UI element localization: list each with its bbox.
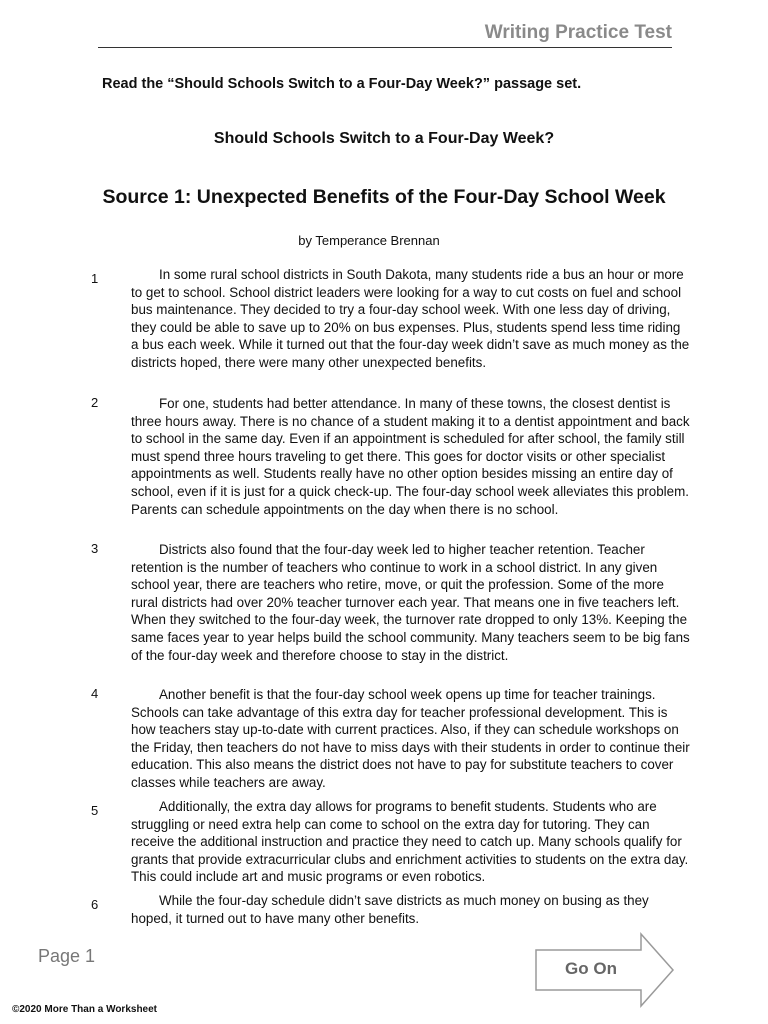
paragraph-text: For one, students had better attendance. In many of these towns, the closest dentist is three hours away. There is no chance of a student making it to a dentist appointment and back to school in the same day. Even if an appointment is scheduled for after school, the family still must spend three hours traveling to get there. This goes for doctor visits or other specialist appointments as well. Students really have no other option besides missing an entire day of school, even if it is just for a quick check-up. The four-day school week alleviates this problem. Parents can schedule appointments on the day when there is no school. [131, 396, 690, 517]
paragraph-text: Additionally, the extra day allows for programs to benefit students. Students who are struggling or need extra help can come to school on the extra day for tutoring. They can receive the additional instruction and practice they need to catch up. Many schools qualify for grants that provide extracurricular clubs and enrichment activities to students on the extra day. This could include art and music programs or even robotics. [131, 799, 689, 885]
header-rule [98, 47, 672, 48]
paragraph-number: 5 [91, 803, 99, 818]
copyright-notice: ©2020 More Than a Worksheet [12, 1004, 158, 1015]
go-on-button[interactable] [535, 932, 675, 1008]
header-title: Writing Practice Test [484, 22, 672, 43]
go-on-label: Go On [565, 959, 617, 978]
paragraph-number: 2 [91, 395, 99, 410]
paragraph-number: 1 [91, 271, 99, 286]
paragraph-text: In some rural school districts in South Dakota, many students ride a bus an hour or more to get to school. School district leaders were looking for a way to cut costs on fuel and school bus maintenance. They decided to try a four-day school week. With one less day of driving, they could be able to save up to 20% on bus expenses. Plus, students spend less time riding a bus each week. While it turned out that the four-day week didn’t save as much money as the districts hoped, there were many other unexpected benefits. [131, 267, 690, 370]
paragraph-text: Districts also found that the four-day week led to higher teacher retention. Teacher retention is the number of teachers who continue to work in a school district. In any given school year, there are teachers who retire, move, or quit the profession. Some of the more rural districts had over 20% teacher turnover each year. That means one in five teachers left. When they switched to the four-day week, the turnover rate dropped to only 13%. Keeping the same faces year to year helps build the school community. Many teachers seem to be big fans of the four-day week and therefore choose to stay in the district. [131, 542, 690, 663]
source-title: Source 1: Unexpected Benefits of the Four-Day School Week [102, 186, 666, 208]
passage-title: Should Schools Switch to a Four-Day Week? [213, 130, 555, 147]
paragraph-number: 3 [91, 541, 99, 556]
paragraph-number: 4 [91, 686, 99, 701]
page-number: Page 1 [38, 946, 96, 966]
byline: by Temperance Brennan [298, 233, 440, 248]
paragraph-number: 6 [91, 897, 99, 912]
paragraph-text: While the four-day schedule didn’t save districts as much money on busing as they hoped, it turned out to have many other benefits. [131, 893, 649, 926]
paragraph-text: Another benefit is that the four-day school week opens up time for teacher trainings. Schools can take advantage of this extra day for teacher professional development. This is how teachers stay up-to-date with current practices. Also, if they can schedule workshops on the Friday, then teachers do not have to miss days with their students in order to continue their education. This also means the district does not have to pay for substitute teachers to cover classes while teachers are away. [131, 687, 690, 790]
instruction-text: Read the “Should Schools Switch to a Four-Day Week?” passage set. [102, 76, 582, 92]
